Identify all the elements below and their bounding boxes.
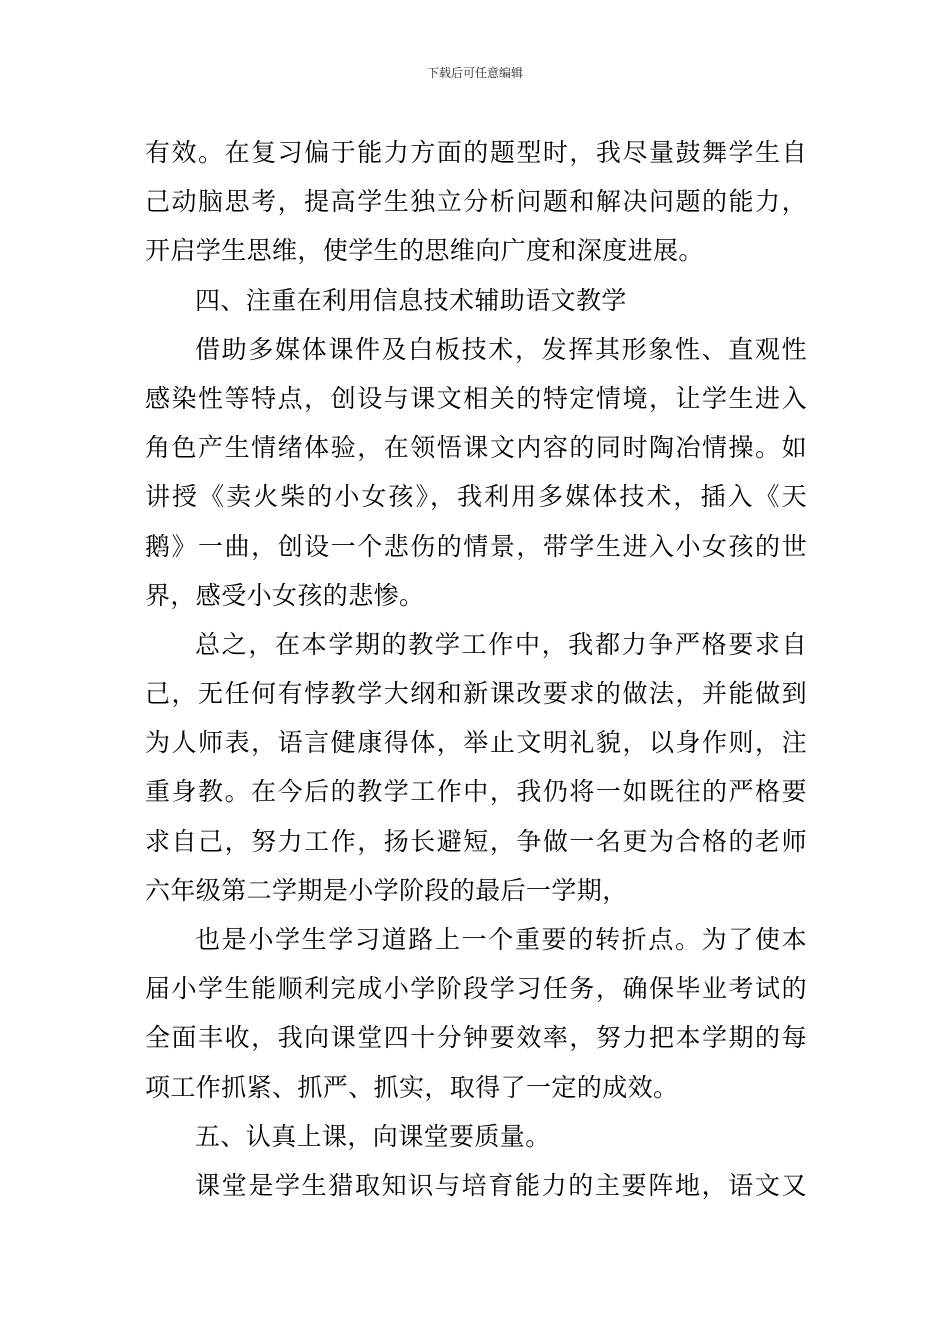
text-line: 开启学生思维，使学生的思维向广度和深度进展。 [145, 236, 704, 266]
text-line: 重身教。在今后的教学工作中，我仍将一如既往的严格要 [145, 777, 807, 807]
text-line: 五、认真上课，向课堂要质量。 [195, 1121, 551, 1151]
text-line: 届小学生能顺利完成小学阶段学习任务，确保毕业考试的 [145, 974, 807, 1004]
text-line: 感染性等特点，创设与课文相关的特定情境，让学生进入 [145, 383, 807, 413]
text-line: 总之，在本学期的教学工作中，我都力争严格要求自 [195, 629, 807, 659]
text-line: 讲授《卖火柴的小女孩》，我利用多媒体技术，插入《天 [145, 482, 807, 512]
text-line: 全面丰收，我向课堂四十分钟要效率，努力把本学期的每 [145, 1023, 807, 1053]
document-body [145, 128, 807, 1210]
text-line: 项工作抓紧、抓严、抓实，取得了一定的成效。 [145, 1072, 679, 1102]
text-line: 求自己，努力工作，扬长避短，争做一名更为合格的老师 [145, 826, 807, 856]
text-line: 也是小学生学习道路上一个重要的转折点。为了使本 [195, 925, 807, 954]
text-line: 四、注重在利用信息技术辅助语文教学 [195, 285, 627, 315]
text-line: 鹅》一曲，创设一个悲伤的情景，带学生进入小女孩的世 [145, 531, 807, 561]
text-line: 角色产生情绪体验，在领悟课文内容的同时陶冶情操。如 [145, 433, 807, 463]
text-line: 界，感受小女孩的悲惨。 [145, 580, 425, 610]
text-line: 借助多媒体课件及白板技术，发挥其形象性、直观性 [195, 334, 807, 364]
text-line: 己动脑思考，提高学生独立分析问题和解决问题的能力， [145, 187, 807, 217]
text-line: 有效。在复习偏于能力方面的题型时，我尽量鼓舞学生自 [145, 138, 807, 167]
page-header: 下载后可任意编辑 [426, 66, 523, 80]
text-line: 课堂是学生猎取知识与培育能力的主要阵地，语文又 [195, 1170, 807, 1200]
text-line: 六年级第二学期是小学阶段的最后一学期， [145, 875, 628, 905]
text-line: 为人师表，语言健康得体，举止文明礼貌，以身作则，注 [145, 728, 807, 758]
text-line: 己，无任何有悖教学大纲和新课改要求的做法，并能做到 [145, 679, 807, 709]
